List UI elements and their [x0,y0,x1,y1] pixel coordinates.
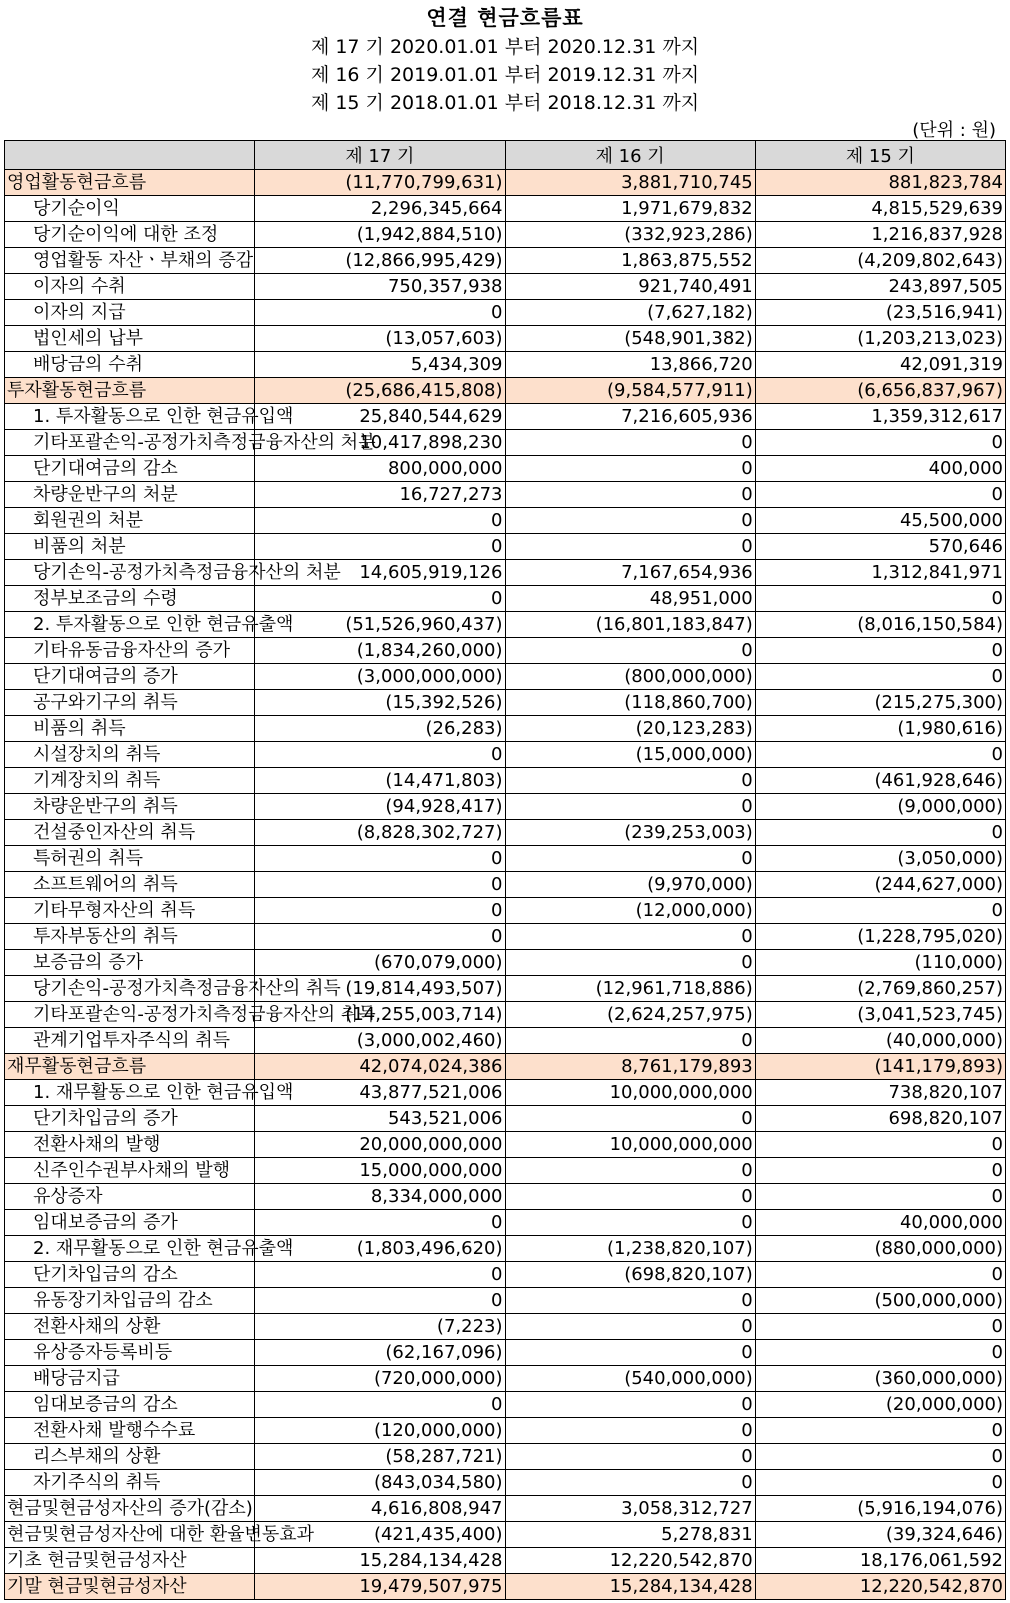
period-17-value: (1,834,260,000) [255,638,505,664]
table-row [5,716,1006,742]
table-row [5,638,1006,664]
table-row [5,768,1006,794]
row-label: 기계장치의 취득 [5,768,255,794]
row-label: 당기손익-공정가치측정금융자산의 취득 [5,976,255,1002]
row-label: 배당금의 수취 [5,352,255,378]
period-16-value: 3,058,312,727 [505,1496,755,1522]
period-15-value: (20,000,000) [755,1392,1005,1418]
row-label: 이자의 지급 [5,300,255,326]
table-row [5,1366,1006,1392]
period-16-value: (16,801,183,847) [505,612,755,638]
period-15-value: 4,815,529,639 [755,196,1005,222]
period-15-value: (215,275,300) [755,690,1005,716]
table-row [5,1002,1006,1028]
period-16-value: 0 [505,1184,755,1210]
period-16-value: 0 [505,1158,755,1184]
period-17-value: 0 [255,742,505,768]
table-row [5,1392,1006,1418]
period-17-value: (421,435,400) [255,1522,505,1548]
row-label: 차량운반구의 처분 [5,482,255,508]
table-row [5,612,1006,638]
period-17-value: (14,471,803) [255,768,505,794]
table-row [5,274,1006,300]
table-row [5,248,1006,274]
period-17-value: (3,000,000,000) [255,664,505,690]
row-label: 특허권의 취득 [5,846,255,872]
table-row [5,872,1006,898]
period-15-value: 0 [755,1444,1005,1470]
period-16-value: 0 [505,1418,755,1444]
row-label: 건설중인자산의 취득 [5,820,255,846]
table-row [5,1080,1006,1106]
period-16-value: 0 [505,950,755,976]
period-16-value: (332,923,286) [505,222,755,248]
table-row [5,1184,1006,1210]
column-header-label [5,141,255,170]
period-17-value: (13,057,603) [255,326,505,352]
row-label: 2. 투자활동으로 인한 현금유출액 [5,612,255,638]
row-label: 단기차입금의 감소 [5,1262,255,1288]
period-17-value: 19,479,507,975 [255,1574,505,1600]
row-label: 자기주식의 취득 [5,1470,255,1496]
table-row [5,430,1006,456]
period-16-value: 0 [505,924,755,950]
period-17-value: (62,167,096) [255,1340,505,1366]
period-15-value: (9,000,000) [755,794,1005,820]
table-row [5,1574,1006,1600]
period-15-value: 0 [755,1340,1005,1366]
period-15-value: (8,016,150,584) [755,612,1005,638]
row-label: 공구와기구의 취득 [5,690,255,716]
period-16-value: 12,220,542,870 [505,1548,755,1574]
row-label: 이자의 수취 [5,274,255,300]
statement-title: 연결 현금흐름표 [426,5,584,30]
table-row [5,1288,1006,1314]
table-row [5,456,1006,482]
period-17-value: 0 [255,1392,505,1418]
period-16-value: 0 [505,456,755,482]
period-16-value: (1,238,820,107) [505,1236,755,1262]
period-16-value: 0 [505,1444,755,1470]
period-17-value: 4,616,808,947 [255,1496,505,1522]
row-label: 현금및현금성자산의 증가(감소) [5,1496,255,1522]
period-15-value: 0 [755,820,1005,846]
period-16-value: (20,123,283) [505,716,755,742]
period-15-value: (3,041,523,745) [755,1002,1005,1028]
period-17-value: (14,255,003,714) [255,1002,505,1028]
table-row [5,1522,1006,1548]
period-17-value: 750,357,938 [255,274,505,300]
period-17-value: 0 [255,1210,505,1236]
row-label: 재무활동현금흐름 [5,1054,255,1080]
period-16-value: 1,863,875,552 [505,248,755,274]
period-15-value: 0 [755,586,1005,612]
period-15-value: (39,324,646) [755,1522,1005,1548]
row-label: 비품의 처분 [5,534,255,560]
table-row [5,508,1006,534]
period-15-value: (3,050,000) [755,846,1005,872]
row-label: 유동장기차입금의 감소 [5,1288,255,1314]
period-16-value: 10,000,000,000 [505,1132,755,1158]
table-row [5,1158,1006,1184]
table-row [5,482,1006,508]
row-label: 기타무형자산의 취득 [5,898,255,924]
period-15-value: 0 [755,898,1005,924]
period-15-value: 0 [755,664,1005,690]
period-16-value: 0 [505,1288,755,1314]
period-16-value: 8,761,179,893 [505,1054,755,1080]
column-header-17: 제 17 기 [255,141,505,170]
period-16-value: 15,284,134,428 [505,1574,755,1600]
row-label: 현금및현금성자산에 대한 환율변동효과 [5,1522,255,1548]
row-label: 시설장치의 취득 [5,742,255,768]
table-row [5,1470,1006,1496]
period-15-value: (6,656,837,967) [755,378,1005,404]
period-15-value: (110,000) [755,950,1005,976]
period-17-value: 0 [255,534,505,560]
period-17-value: 0 [255,924,505,950]
row-label: 신주인수권부사채의 발행 [5,1158,255,1184]
period-15-value: 243,897,505 [755,274,1005,300]
period-17-value: (8,828,302,727) [255,820,505,846]
period-17-value: 0 [255,1288,505,1314]
row-label: 보증금의 증가 [5,950,255,976]
table-row [5,664,1006,690]
period-17-value: (11,770,799,631) [255,170,505,196]
period-16-value: 0 [505,638,755,664]
period-15-value: (23,516,941) [755,300,1005,326]
period-15-value: 18,176,061,592 [755,1548,1005,1574]
period-16-value: 0 [505,1210,755,1236]
period-16-value: 0 [505,846,755,872]
period-17-value: 20,000,000,000 [255,1132,505,1158]
table-row [5,1106,1006,1132]
period-17-value: 0 [255,1262,505,1288]
row-label: 1. 재무활동으로 인한 현금유입액 [5,1080,255,1106]
period-15-value: (500,000,000) [755,1288,1005,1314]
period-15-value: 0 [755,430,1005,456]
table-row [5,1496,1006,1522]
statement-header [0,0,1010,140]
table-row [5,560,1006,586]
period-17-value: 15,000,000,000 [255,1158,505,1184]
table-row [5,794,1006,820]
table-row [5,1210,1006,1236]
period-17-value: (720,000,000) [255,1366,505,1392]
table-row [5,1340,1006,1366]
table-row [5,1132,1006,1158]
row-label: 전환사채 발행수수료 [5,1418,255,1444]
period-15-value: 0 [755,1184,1005,1210]
period-line-17: 제 17 기 2020.01.01 부터 2020.12.31 까지 [310,36,700,58]
row-label: 2. 재무활동으로 인한 현금유출액 [5,1236,255,1262]
row-label: 단기차입금의 증가 [5,1106,255,1132]
row-label: 당기순이익에 대한 조정 [5,222,255,248]
period-15-value: 0 [755,1314,1005,1340]
period-16-value: (12,961,718,886) [505,976,755,1002]
period-16-value: 7,216,605,936 [505,404,755,430]
period-16-value: 0 [505,1392,755,1418]
period-15-value: 881,823,784 [755,170,1005,196]
period-17-value: 0 [255,508,505,534]
period-15-value: 0 [755,1262,1005,1288]
period-17-value: (12,866,995,429) [255,248,505,274]
period-17-value: 5,434,309 [255,352,505,378]
period-15-value: (461,928,646) [755,768,1005,794]
period-15-value: (880,000,000) [755,1236,1005,1262]
period-16-value: 0 [505,1340,755,1366]
period-17-value: (1,803,496,620) [255,1236,505,1262]
period-17-value: 43,877,521,006 [255,1080,505,1106]
period-17-value: 543,521,006 [255,1106,505,1132]
period-17-value: (15,392,526) [255,690,505,716]
period-15-value: 0 [755,1132,1005,1158]
row-label: 유상증자등록비등 [5,1340,255,1366]
period-16-value: 0 [505,1106,755,1132]
unit-label: (단위 : 원) [912,120,996,141]
period-15-value: 400,000 [755,456,1005,482]
period-17-value: (3,000,002,460) [255,1028,505,1054]
table-row [5,196,1006,222]
row-label: 기타포괄손익-공정가치측정금융자산의 처분 [5,430,255,456]
period-17-value: 14,605,919,126 [255,560,505,586]
table-body [5,170,1006,1600]
period-15-value: (2,769,860,257) [755,976,1005,1002]
period-17-value: 16,727,273 [255,482,505,508]
table-row [5,1262,1006,1288]
period-16-value: (9,584,577,911) [505,378,755,404]
period-15-value: 0 [755,1418,1005,1444]
row-label: 기타포괄손익-공정가치측정금융자산의 취득 [5,1002,255,1028]
row-label: 단기대여금의 증가 [5,664,255,690]
period-15-value: 12,220,542,870 [755,1574,1005,1600]
period-16-value: (12,000,000) [505,898,755,924]
period-17-value: (7,223) [255,1314,505,1340]
table-row [5,898,1006,924]
period-16-value: 0 [505,482,755,508]
row-label: 유상증자 [5,1184,255,1210]
period-17-value: (51,526,960,437) [255,612,505,638]
period-15-value: 738,820,107 [755,1080,1005,1106]
row-label: 관계기업투자주식의 취득 [5,1028,255,1054]
table-row [5,586,1006,612]
table-row [5,742,1006,768]
period-17-value: (58,287,721) [255,1444,505,1470]
table-row [5,690,1006,716]
period-17-value: 2,296,345,664 [255,196,505,222]
period-15-value: 570,646 [755,534,1005,560]
period-15-value: (1,203,213,023) [755,326,1005,352]
period-16-value: 13,866,720 [505,352,755,378]
period-16-value: (7,627,182) [505,300,755,326]
period-15-value: 0 [755,1470,1005,1496]
period-15-value: (5,916,194,076) [755,1496,1005,1522]
table-row [5,1444,1006,1470]
period-16-value: (698,820,107) [505,1262,755,1288]
period-15-value: (244,627,000) [755,872,1005,898]
period-16-value: 0 [505,1028,755,1054]
table-row [5,1236,1006,1262]
period-15-value: 45,500,000 [755,508,1005,534]
period-16-value: (9,970,000) [505,872,755,898]
period-16-value: 5,278,831 [505,1522,755,1548]
period-15-value: (4,209,802,643) [755,248,1005,274]
period-15-value: 0 [755,742,1005,768]
table-row [5,1028,1006,1054]
period-15-value: (360,000,000) [755,1366,1005,1392]
period-16-value: 0 [505,534,755,560]
period-16-value: 0 [505,794,755,820]
table-row [5,976,1006,1002]
period-15-value: 0 [755,638,1005,664]
period-17-value: (94,928,417) [255,794,505,820]
period-16-value: 921,740,491 [505,274,755,300]
column-header-15: 제 15 기 [755,141,1005,170]
period-16-value: (548,901,382) [505,326,755,352]
row-label: 차량운반구의 취득 [5,794,255,820]
row-label: 기초 현금및현금성자산 [5,1548,255,1574]
row-label: 법인세의 납부 [5,326,255,352]
period-15-value: (1,980,616) [755,716,1005,742]
row-label: 단기대여금의 감소 [5,456,255,482]
period-16-value: 0 [505,768,755,794]
period-17-value: 0 [255,586,505,612]
row-label: 정부보조금의 수령 [5,586,255,612]
period-16-value: (540,000,000) [505,1366,755,1392]
period-15-value: (1,228,795,020) [755,924,1005,950]
table-row [5,820,1006,846]
period-17-value: 0 [255,300,505,326]
row-label: 1. 투자활동으로 인한 현금유입액 [5,404,255,430]
period-17-value: (843,034,580) [255,1470,505,1496]
period-17-value: 8,334,000,000 [255,1184,505,1210]
table-row [5,326,1006,352]
row-label: 기말 현금및현금성자산 [5,1574,255,1600]
period-16-value: (15,000,000) [505,742,755,768]
period-16-value: (2,624,257,975) [505,1002,755,1028]
table-row [5,378,1006,404]
period-17-value: 42,074,024,386 [255,1054,505,1080]
period-16-value: (800,000,000) [505,664,755,690]
row-label: 전환사채의 발행 [5,1132,255,1158]
period-17-value: 15,284,134,428 [255,1548,505,1574]
period-16-value: 1,971,679,832 [505,196,755,222]
table-row [5,1418,1006,1444]
period-15-value: 40,000,000 [755,1210,1005,1236]
period-line-16: 제 16 기 2019.01.01 부터 2019.12.31 까지 [310,64,700,86]
period-15-value: 42,091,319 [755,352,1005,378]
period-15-value: 1,216,837,928 [755,222,1005,248]
row-label: 임대보증금의 증가 [5,1210,255,1236]
period-16-value: 3,881,710,745 [505,170,755,196]
period-15-value: 0 [755,482,1005,508]
row-label: 비품의 취득 [5,716,255,742]
period-15-value: (40,000,000) [755,1028,1005,1054]
period-17-value: 0 [255,846,505,872]
period-17-value: (670,079,000) [255,950,505,976]
row-label: 리스부채의 상환 [5,1444,255,1470]
row-label: 영업활동현금흐름 [5,170,255,196]
table-row [5,1054,1006,1080]
period-17-value: 25,840,544,629 [255,404,505,430]
period-17-value: (25,686,415,808) [255,378,505,404]
period-17-value: (120,000,000) [255,1418,505,1444]
period-17-value: (26,283) [255,716,505,742]
period-16-value: 0 [505,508,755,534]
table-row [5,950,1006,976]
table-row [5,1314,1006,1340]
row-label: 투자부동산의 취득 [5,924,255,950]
table-row [5,846,1006,872]
column-header-16: 제 16 기 [505,141,755,170]
period-16-value: (239,253,003) [505,820,755,846]
period-15-value: 698,820,107 [755,1106,1005,1132]
table-row [5,352,1006,378]
table-row [5,222,1006,248]
period-17-value: (19,814,493,507) [255,976,505,1002]
period-16-value: 48,951,000 [505,586,755,612]
row-label: 당기순이익 [5,196,255,222]
period-16-value: 10,000,000,000 [505,1080,755,1106]
period-17-value: 0 [255,872,505,898]
table-row [5,170,1006,196]
period-16-value: 0 [505,1314,755,1340]
table-header-row [5,141,1006,170]
row-label: 회원권의 처분 [5,508,255,534]
period-16-value: 0 [505,430,755,456]
row-label: 전환사채의 상환 [5,1314,255,1340]
row-label: 임대보증금의 감소 [5,1392,255,1418]
row-label: 배당금지급 [5,1366,255,1392]
row-label: 기타유동금융자산의 증가 [5,638,255,664]
table-row [5,300,1006,326]
period-17-value: 800,000,000 [255,456,505,482]
period-15-value: (141,179,893) [755,1054,1005,1080]
table-row [5,534,1006,560]
table-row [5,924,1006,950]
row-label: 영업활동 자산ㆍ부채의 증감 [5,248,255,274]
period-15-value: 0 [755,1158,1005,1184]
period-15-value: 1,312,841,971 [755,560,1005,586]
table-row [5,404,1006,430]
period-17-value: 0 [255,898,505,924]
period-16-value: (118,860,700) [505,690,755,716]
row-label: 당기손익-공정가치측정금융자산의 처분 [5,560,255,586]
period-17-value: (1,942,884,510) [255,222,505,248]
row-label: 투자활동현금흐름 [5,378,255,404]
period-16-value: 7,167,654,936 [505,560,755,586]
period-16-value: 0 [505,1470,755,1496]
period-line-15: 제 15 기 2018.01.01 부터 2018.12.31 까지 [310,92,700,114]
table-row [5,1548,1006,1574]
row-label: 소프트웨어의 취득 [5,872,255,898]
period-17-value: 10,417,898,230 [255,430,505,456]
period-15-value: 1,359,312,617 [755,404,1005,430]
cash-flow-table [4,140,1006,1600]
